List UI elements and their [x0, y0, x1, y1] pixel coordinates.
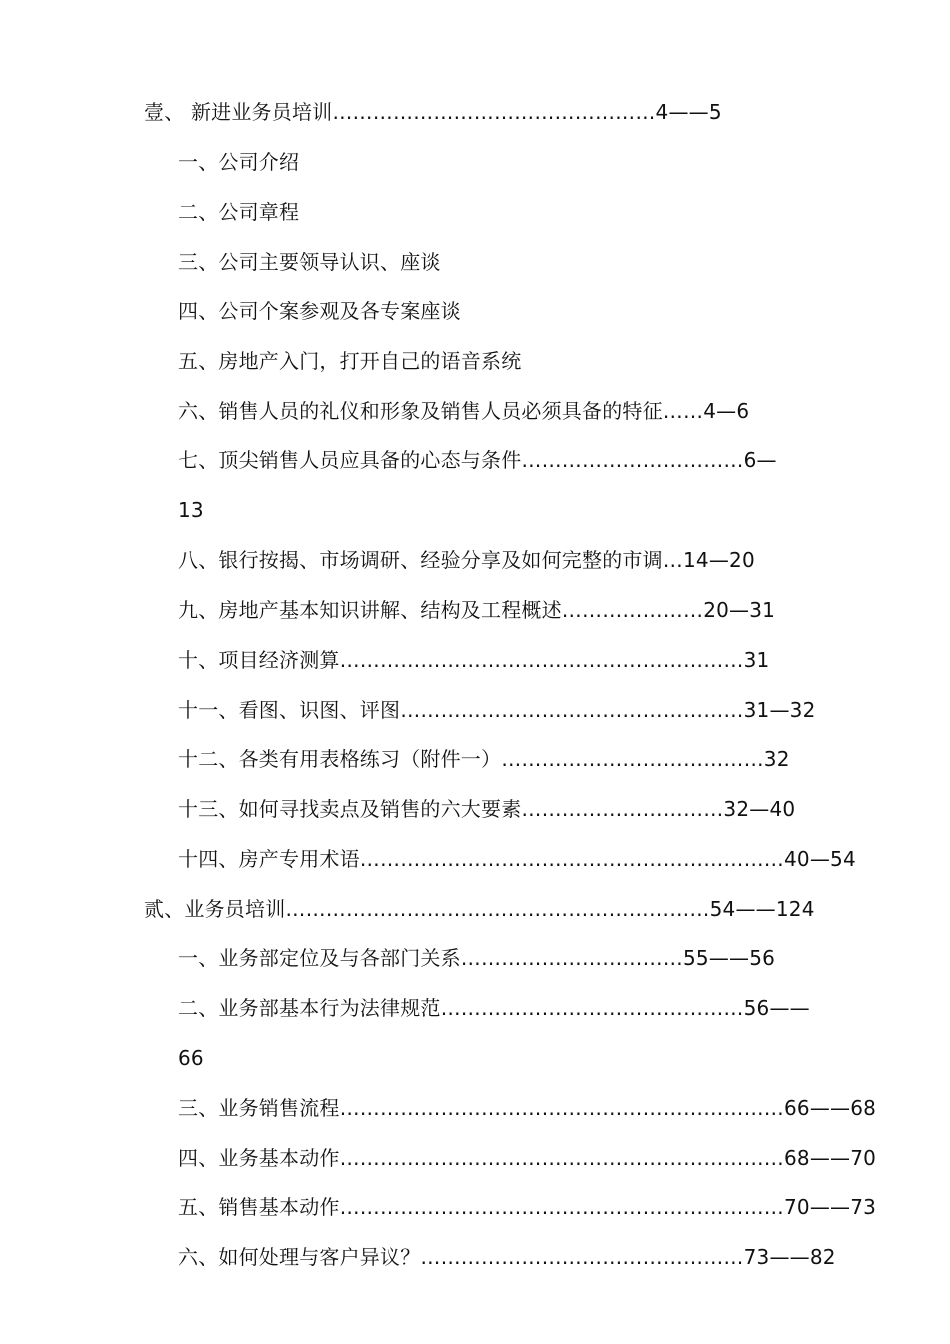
toc-section-2: 贰、业务员培训………………………………………………………54——124	[144, 897, 815, 921]
toc-item-sales-actions: 五、销售基本动作…………………………………………………………70——73	[178, 1195, 877, 1219]
toc-item-department: 一、业务部定位及与各部门关系……………………………55——56	[178, 946, 776, 970]
toc-item-top-sales: 七、顶尖销售人员应具备的心态与条件……………………………6—	[178, 448, 777, 472]
toc-item-legal-norms-page-cont: 66	[178, 1046, 204, 1070]
toc-section-1: 壹、 新进业务员培训…………………………………………4——5	[144, 100, 722, 124]
toc-item-basic-knowledge: 九、房地产基本知识讲解、结构及工程概述…………………20—31	[178, 598, 776, 622]
toc-item-objections: 六、如何处理与客户异议？…………………………………………73——82	[178, 1245, 836, 1269]
toc-item-top-sales-page-cont: 13	[178, 498, 204, 522]
toc-item-sales-process: 三、业务销售流程…………………………………………………………66——68	[178, 1096, 877, 1120]
toc-item-drawings: 十一、看图、识图、评图……………………………………………31—32	[178, 698, 816, 722]
toc-item-leadership: 三、公司主要领导认识、座谈	[178, 250, 441, 274]
toc-item-company-charter: 二、公司章程	[178, 200, 300, 224]
toc-item-economics: 十、项目经济测算……………………………………………………31	[178, 648, 770, 672]
toc-item-project-visit: 四、公司个案参观及各专案座谈	[178, 299, 461, 323]
toc-item-selling-points: 十三、如何寻找卖点及销售的六大要素…………………………32—40	[178, 797, 796, 821]
toc-item-forms: 十二、各类有用表格练习（附件一）…………………………………32	[178, 747, 790, 771]
toc-item-business-actions: 四、业务基本动作…………………………………………………………68——70	[178, 1146, 877, 1170]
toc-item-mortgage: 八、银行按揭、市场调研、经验分享及如何完整的市调…14—20	[178, 548, 755, 572]
toc-item-terms: 十四、房产专用术语………………………………………………………40—54	[178, 847, 856, 871]
toc-item-real-estate-intro: 五、房地产入门，打开自己的语音系统	[178, 349, 522, 373]
toc-item-company-intro: 一、公司介绍	[178, 150, 300, 174]
toc-item-etiquette: 六、销售人员的礼仪和形象及销售人员必须具备的特征……4—6	[178, 399, 750, 423]
toc-item-legal-norms: 二、业务部基本行为法律规范………………………………………56——	[178, 996, 810, 1020]
